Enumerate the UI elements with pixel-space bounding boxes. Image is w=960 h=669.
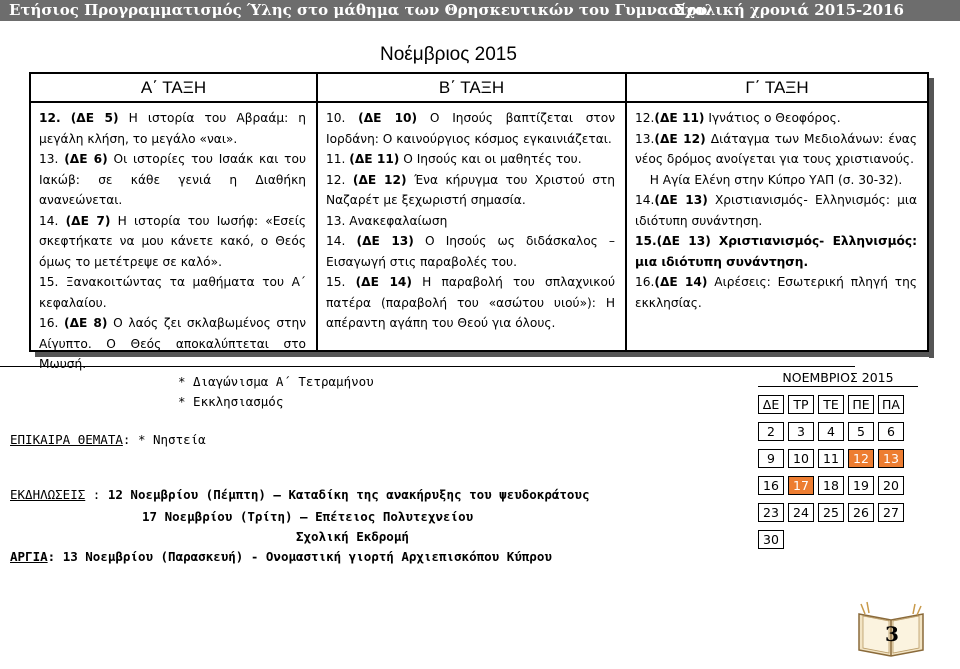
- item-text: Ξανακοιτώντας τα μαθήματα του Α΄ κεφαλαίου.: [39, 275, 306, 310]
- day-cell: 5: [848, 422, 874, 441]
- calendar-title: ΝΟΕΜΒΡΙΟΣ 2015: [758, 370, 918, 387]
- column-b-title: Β΄ ΤΑΞΗ: [318, 74, 625, 103]
- item-text: Ανακεφαλαίωση: [349, 213, 448, 228]
- item-tag: (ΔΕ 13): [356, 234, 414, 248]
- item-number: 13.: [326, 213, 346, 228]
- item-text: Η παραβολή του σπλαχνικού πατέρα (παραβολή του «ασώτου υιού»): Η απέραντη αγάπη του Θεού για όλους.: [326, 275, 616, 330]
- weekday-cell: ΤΡ: [788, 395, 814, 414]
- event-3-text: Σχολική Εκδρομή: [296, 529, 409, 544]
- table-shadow-right: [929, 78, 934, 358]
- day-cell: 23: [758, 503, 784, 522]
- item-number: 16.: [39, 316, 59, 330]
- list-item: [635, 129, 917, 191]
- events-label: ΕΚΔΗΛΩΣΕΙΣ: [10, 487, 86, 502]
- item-text: Η ιστορία του Αβραάμ: η μεγάλη κλήση, το μεγάλο «ναι».: [39, 111, 307, 146]
- list-item: [326, 108, 615, 149]
- day-cell: 9: [758, 449, 784, 468]
- holidays-label: ΑΡΓΙΑ: [10, 549, 48, 564]
- item-text: Ο Ιησούς ως διδάσκαλος – Εισαγωγή στις παραβολές του.: [326, 234, 616, 269]
- topical-label: ΕΠΙΚΑΙΡΑ ΘΕΜΑΤΑ: [10, 432, 123, 447]
- weekday-cell: ΤΕ: [818, 395, 844, 414]
- item-text: Η ιστορία του Ιωσήφ: «Εσείς σκεφτήκατε να μου κάνετε κακό, ο Θεός όμως το μετέτρεψε σε καλό».: [39, 213, 307, 269]
- day-cell: 24: [788, 503, 814, 522]
- item-tag: (ΔΕ 7): [65, 213, 111, 228]
- events-row: ΕΚΔΗΛΩΣΕΙΣ : 12 Νοεμβρίου (Πέμπτη) – Καταδίκη της ανακήρυξης του ψευδοκράτους: [10, 487, 590, 502]
- empty-cell: [818, 530, 844, 549]
- day-cell: 17: [788, 476, 814, 495]
- item-number: 13.: [39, 152, 59, 166]
- event-2: [142, 509, 473, 524]
- list-item: [635, 108, 917, 129]
- column-b: [318, 74, 627, 350]
- column-a: [31, 74, 318, 371]
- item-tag: (ΔΕ 12): [352, 172, 407, 187]
- item-text: Χριστιανισμός- Ελληνισμός: μια ιδιότυπη συνάντηση.: [635, 193, 918, 228]
- day-cell: 4: [818, 422, 844, 441]
- item-number: 15.: [326, 275, 346, 289]
- holidays-row: ΑΡΓΙΑ: 13 Νοεμβρίου (Παρασκευή) - Ονομαστική γιορτή Αρχιεπισκόπου Κύπρου: [10, 549, 552, 564]
- item-number: 15.: [39, 275, 59, 289]
- column-a-title: Α΄ ΤΑΞΗ: [31, 74, 316, 103]
- event-1: 12 Νοεμβρίου (Πέμπτη) – Καταδίκη της ανακήρυξης του ψευδοκράτους: [107, 487, 590, 502]
- item-text: Αιρέσεις: Εσωτερική πληγή της εκκλησίας.: [635, 275, 917, 310]
- item-text: Οι ιστορίες του Ισαάκ και του Ιακώβ: σε κάθε γενιά η Διαθήκη ανανεώνεται.: [39, 152, 307, 207]
- list-item: [326, 231, 615, 272]
- item-text: Ο Ιησούς βαπτίζεται στον Ιορδάνη: Ο καινούργιος κόσμος εγκαινιάζεται.: [326, 111, 616, 146]
- item-tag: (ΔΕ 5): [70, 111, 119, 125]
- column-c-list: [627, 103, 927, 313]
- column-c-title: Γ΄ ΤΑΞΗ: [627, 74, 927, 103]
- day-cell: 27: [878, 503, 904, 522]
- event-3: [296, 529, 409, 544]
- book-page-number-icon: [855, 600, 927, 658]
- page-header: [0, 0, 960, 21]
- item-tag: (ΔΕ 6): [64, 152, 108, 166]
- header-title: Ετήσιος Προγραμματισμός Ύλης στο μάθημα των Θρησκευτικών του Γυμνασίου: [9, 1, 708, 19]
- classes-table: [29, 72, 929, 371]
- column-c: [627, 74, 927, 350]
- item-extra: Η Αγία Ελένη στην Κύπρο ΥΑΠ (σ. 30-32).: [649, 172, 903, 187]
- calendar-weekdays: [758, 395, 904, 414]
- item-number: 10.: [326, 111, 346, 125]
- empty-cell: [788, 530, 814, 549]
- day-cell: 13: [878, 449, 904, 468]
- calendar-week: [758, 422, 904, 441]
- day-cell: 6: [878, 422, 904, 441]
- list-item: [39, 149, 306, 211]
- list-item: [326, 211, 615, 232]
- calendar-week: [758, 530, 904, 549]
- topical-value: * Νηστεία: [137, 432, 206, 447]
- day-cell: 10: [788, 449, 814, 468]
- column-a-list: [31, 103, 316, 375]
- day-cell: 20: [878, 476, 904, 495]
- day-cell: 26: [848, 503, 874, 522]
- event-2-text: 17 Νοεμβρίου (Τρίτη) – Επέτειος Πολυτεχνείου: [142, 509, 474, 524]
- item-number: 12.: [326, 172, 346, 187]
- list-item: [635, 272, 917, 313]
- day-cell: 12: [848, 449, 874, 468]
- item-number: 14.: [39, 213, 59, 228]
- item-tag: (ΔΕ 14): [355, 275, 412, 289]
- month-title: Νοέμβριος 2015: [380, 44, 517, 65]
- calendar-grid: [754, 387, 908, 557]
- item-text: Διάταγμα των Μεδιολάνων: ένας νέος δρόμος ανοίγεται για τους χριστιανούς.: [635, 131, 917, 166]
- item-tag: (ΔΕ 10): [358, 111, 418, 125]
- item-tag: (ΔΕ 8): [64, 316, 108, 330]
- list-item: [635, 190, 917, 231]
- weekday-cell: ΔΕ: [758, 395, 784, 414]
- day-cell: 2: [758, 422, 784, 441]
- empty-cell: [848, 530, 874, 549]
- item-number: 14.: [326, 234, 346, 248]
- day-cell: 30: [758, 530, 784, 549]
- day-cell: 3: [788, 422, 814, 441]
- column-b-list: [318, 103, 625, 334]
- empty-cell: [878, 530, 904, 549]
- list-item: [39, 272, 306, 313]
- topical-row: ΕΠΙΚΑΙΡΑ ΘΕΜΑΤΑ: * Νηστεία: [10, 432, 206, 447]
- item-text: Ιγνάτιος ο Θεοφόρος.: [708, 111, 841, 125]
- item-number: 16.: [635, 275, 655, 289]
- day-cell: 19: [848, 476, 874, 495]
- item-tag: (ΔΕ 14): [654, 275, 708, 289]
- notes-divider: [0, 366, 855, 367]
- item-tag: (ΔΕ 13): [656, 234, 711, 248]
- calendar: [758, 370, 918, 557]
- list-item: [326, 149, 615, 170]
- note-church: * Εκκλησιασμός: [178, 394, 284, 409]
- item-text: Χριστιανισμός- Ελληνισμός: μια ιδιότυπη συνάντηση.: [635, 234, 918, 269]
- list-item: [39, 211, 306, 273]
- header-school-year: Σχολική χρονιά 2015-2016: [674, 1, 904, 19]
- list-item: [635, 231, 917, 272]
- day-cell: 16: [758, 476, 784, 495]
- item-number: 11.: [326, 152, 346, 166]
- day-cell: 18: [818, 476, 844, 495]
- list-item: [326, 170, 615, 211]
- calendar-week: [758, 476, 904, 495]
- item-tag: (ΔΕ 11): [654, 111, 705, 125]
- calendar-week: [758, 449, 904, 468]
- page-number: 3: [885, 622, 899, 646]
- holidays-value: 13 Νοεμβρίου (Παρασκευή) - Ονομαστική γιορτή Αρχιεπισκόπου Κύπρου: [62, 549, 552, 564]
- note-exam: * Διαγώνισμα Α΄ Τετραμήνου: [178, 374, 374, 389]
- item-text: Ένα κήρυγμα του Χριστού στη Ναζαρέτ με ξεχωριστή σημασία.: [326, 172, 616, 207]
- item-tag: (ΔΕ 11): [349, 152, 400, 166]
- item-tag: (ΔΕ 13): [654, 193, 708, 207]
- item-number: 14.: [635, 193, 655, 207]
- item-number: 12.: [39, 111, 61, 125]
- list-item: [326, 272, 615, 334]
- weekday-cell: ΠΑ: [878, 395, 904, 414]
- day-cell: 25: [818, 503, 844, 522]
- item-text: Ο Ιησούς και οι μαθητές του.: [403, 152, 582, 166]
- weekday-cell: ΠΕ: [848, 395, 874, 414]
- item-number: 12.: [635, 111, 655, 125]
- item-number: 13.: [635, 131, 655, 146]
- day-cell: 11: [818, 449, 844, 468]
- item-number: 15.: [635, 234, 657, 248]
- calendar-week: [758, 503, 904, 522]
- item-text: Ο λαός ζει σκλαβωμένος στην Αίγυπτο. Ο Θεός αποκαλύπτεται στο Μωυσή.: [39, 316, 307, 371]
- item-tag: (ΔΕ 12): [654, 131, 706, 146]
- list-item: [39, 108, 306, 149]
